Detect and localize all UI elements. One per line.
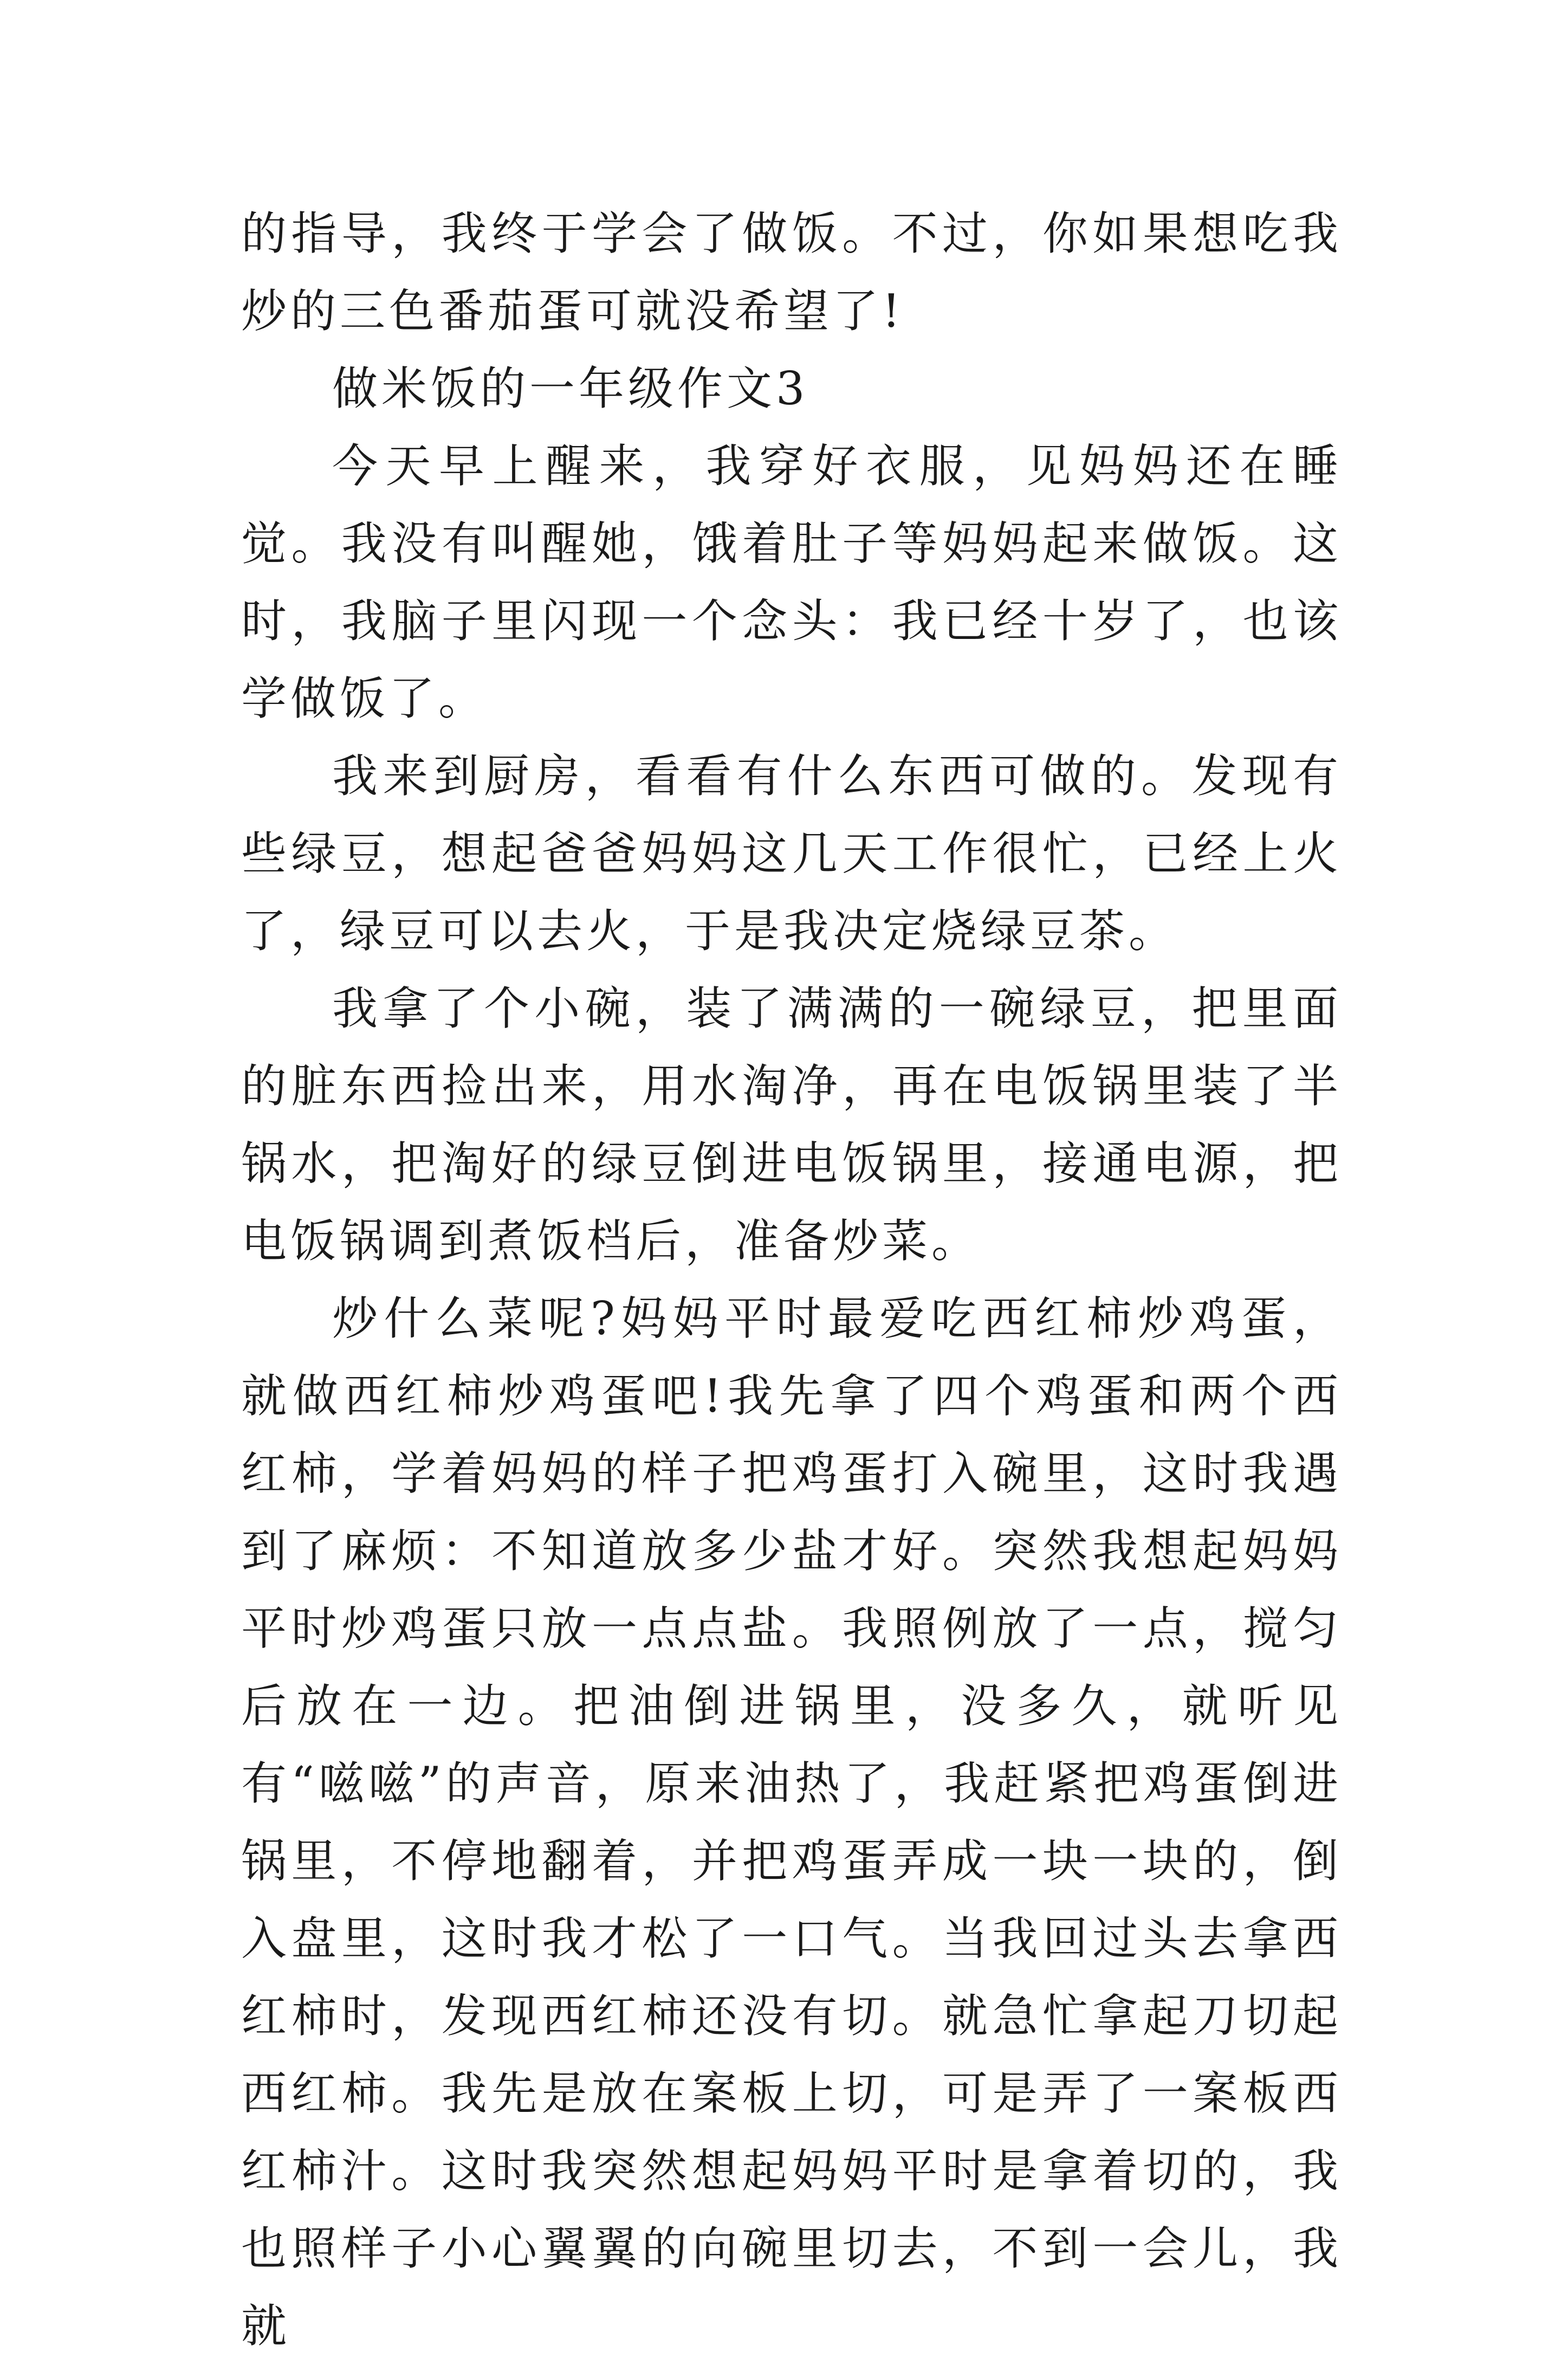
paragraph: 炒什么菜呢?妈妈平时最爱吃西红柿炒鸡蛋，就做西红柿炒鸡蛋吧!我先拿了四个鸡蛋和两个西红柿，学着妈妈的样子把鸡蛋打入碗里，这时我遇到了麻烦：不知道放多少盐才好。突然我想起妈妈平时炒鸡蛋只放一点点盐。我照例放了一点，搅匀后放在一边。把油倒进锅里，没多久，就听见有“嗞嗞”的声音，原来油热了，我赶紧把鸡蛋倒进锅里，不停地翻着，并把鸡蛋弄成一块一块的，倒入盘里，这时我才松了一口气。当我回过头去拿西红柿时，发现西红柿还没有切。就急忙拿起刀切起西红柿。我先是放在案板上切，可是弄了一案板西红柿汁。这时我突然想起妈妈平时是拿着切的，我也照样子小心翼翼的向碗里切去，不到一会儿，我就 [241,1292,1342,2353]
paragraph: 我拿了个小碗，装了满满的一碗绿豆，把里面的脏东西捡出来，用水淘净，再在电饭锅里装了半锅水，把淘好的绿豆倒进电饭锅里，接通电源，把电饭锅调到煮饭档后，准备炒菜。 [241,982,1342,1268]
section-title: 做米饭的一年级作文3 [332,362,809,415]
paragraph: 我来到厨房，看看有什么东西可做的。发现有些绿豆，想起爸爸妈妈这几天工作很忙，已经上火了，绿豆可以去火，于是我决定烧绿豆茶。 [241,749,1342,958]
paragraph: 今天早上醒来，我穿好衣服，见妈妈还在睡觉。我没有叫醒她，饿着肚子等妈妈起来做饭。这时，我脑子里闪现一个念头：我已经十岁了，也该学做饭了。 [241,440,1342,725]
document-body [241,195,1342,2365]
paragraph-continuation: 的指导，我终于学会了做饭。不过，你如果想吃我炒的三色番茄蛋可就没希望了! [241,207,1342,338]
